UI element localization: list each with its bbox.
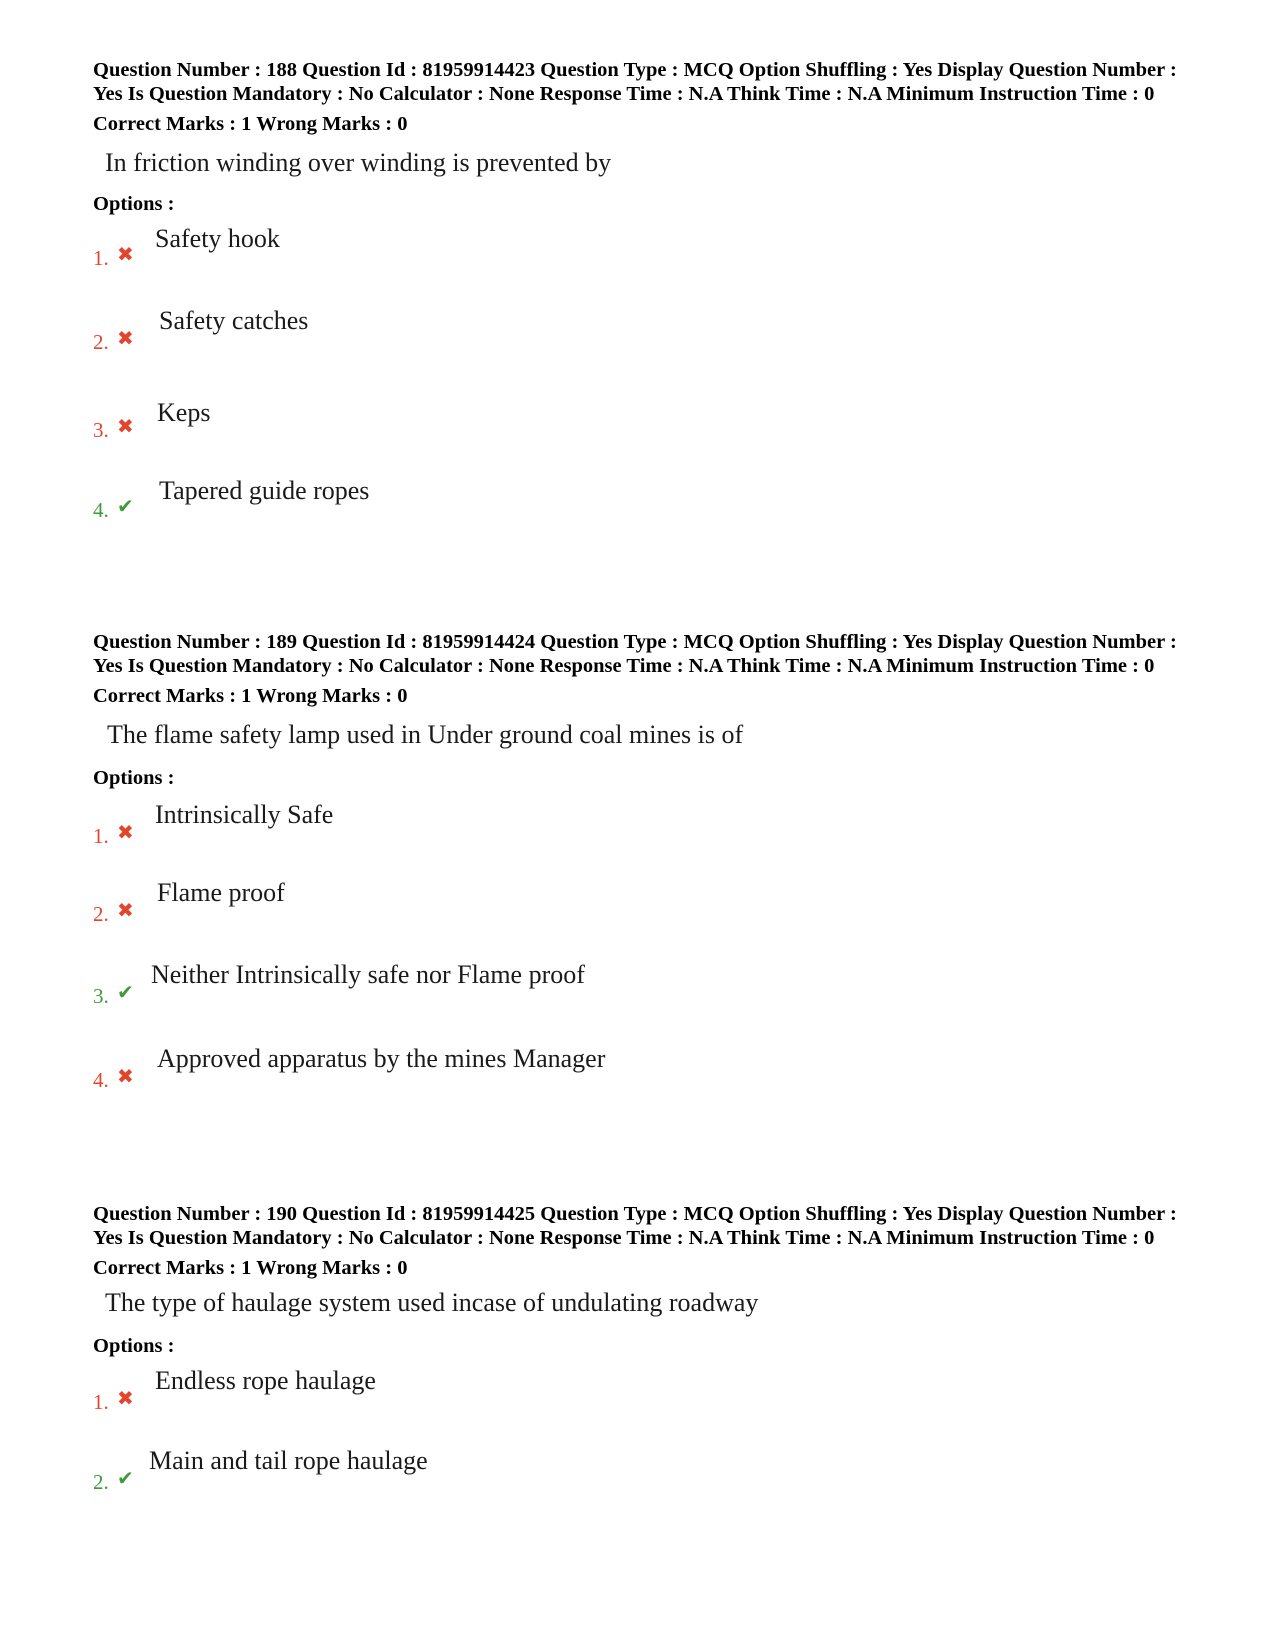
option-text: Tapered guide ropes bbox=[159, 476, 370, 505]
option-text: Safety hook bbox=[155, 224, 280, 253]
check-icon: ✔ bbox=[117, 980, 134, 1004]
options-label: Options : bbox=[93, 193, 175, 215]
options-list bbox=[93, 800, 1183, 1134]
option-item bbox=[93, 1446, 1183, 1512]
option-number: 4. bbox=[93, 1068, 109, 1092]
options-list bbox=[93, 1366, 1183, 1512]
question-block bbox=[93, 1202, 1183, 1512]
option-item bbox=[93, 476, 1183, 566]
option-text: Keps bbox=[157, 398, 211, 427]
cross-icon: ✖ bbox=[117, 820, 134, 844]
option-item bbox=[93, 1366, 1183, 1452]
cross-icon: ✖ bbox=[117, 898, 134, 922]
question-text: The type of haulage system used incase of undulating roadway bbox=[105, 1288, 759, 1317]
question-block bbox=[93, 630, 1183, 1134]
option-item bbox=[93, 878, 1183, 966]
option-text: Approved apparatus by the mines Manager bbox=[157, 1044, 606, 1073]
option-item bbox=[93, 1044, 1183, 1134]
question-text: In friction winding over winding is prevented by bbox=[105, 148, 612, 177]
option-text: Safety catches bbox=[159, 306, 309, 335]
question-marks: Correct Marks : 1 Wrong Marks : 0 bbox=[93, 685, 408, 707]
question-marks: Correct Marks : 1 Wrong Marks : 0 bbox=[93, 113, 408, 135]
option-text: Intrinsically Safe bbox=[155, 800, 334, 829]
option-number: 3. bbox=[93, 984, 109, 1008]
cross-icon: ✖ bbox=[117, 1064, 134, 1088]
option-number: 1. bbox=[93, 824, 109, 848]
option-number: 3. bbox=[93, 418, 109, 442]
option-number: 2. bbox=[93, 1470, 109, 1494]
option-text: Endless rope haulage bbox=[155, 1366, 376, 1395]
question-meta: Question Number : 189 Question Id : 81959914424 Question Type : MCQ Option Shuffling : Yes Display Question Number : Yes Is Question Mandatory : No Calculator : None Response Time : N.A Think Time : N.A Minimum Instruction Time : 0 bbox=[93, 631, 1177, 677]
option-text: Flame proof bbox=[157, 878, 285, 907]
options-label: Options : bbox=[93, 767, 175, 789]
options-label: Options : bbox=[93, 1335, 175, 1357]
option-item bbox=[93, 224, 1183, 314]
cross-icon: ✖ bbox=[117, 242, 134, 266]
option-number: 2. bbox=[93, 330, 109, 354]
question-block bbox=[93, 58, 1183, 566]
cross-icon: ✖ bbox=[117, 326, 134, 350]
option-number: 1. bbox=[93, 1390, 109, 1414]
question-meta: Question Number : 188 Question Id : 81959914423 Question Type : MCQ Option Shuffling : Yes Display Question Number : Yes Is Question Mandatory : No Calculator : None Response Time : N.A Think Time : N.A Minimum Instruction Time : 0 bbox=[93, 59, 1177, 105]
option-item bbox=[93, 800, 1183, 884]
option-item bbox=[93, 960, 1183, 1050]
option-number: 4. bbox=[93, 498, 109, 522]
cross-icon: ✖ bbox=[117, 414, 134, 438]
question-marks: Correct Marks : 1 Wrong Marks : 0 bbox=[93, 1257, 408, 1279]
question-meta: Question Number : 190 Question Id : 81959914425 Question Type : MCQ Option Shuffling : Yes Display Question Number : Yes Is Question Mandatory : No Calculator : None Response Time : N.A Think Time : N.A Minimum Instruction Time : 0 bbox=[93, 1203, 1177, 1249]
option-number: 2. bbox=[93, 902, 109, 926]
option-item bbox=[93, 398, 1183, 482]
option-text: Neither Intrinsically safe nor Flame proof bbox=[151, 960, 585, 989]
options-list bbox=[93, 224, 1183, 566]
option-text: Main and tail rope haulage bbox=[149, 1446, 428, 1475]
check-icon: ✔ bbox=[117, 1466, 134, 1490]
question-text: The flame safety lamp used in Under ground coal mines is of bbox=[107, 720, 744, 749]
option-item bbox=[93, 306, 1183, 402]
check-icon: ✔ bbox=[117, 494, 134, 518]
cross-icon: ✖ bbox=[117, 1386, 134, 1410]
option-number: 1. bbox=[93, 246, 109, 270]
